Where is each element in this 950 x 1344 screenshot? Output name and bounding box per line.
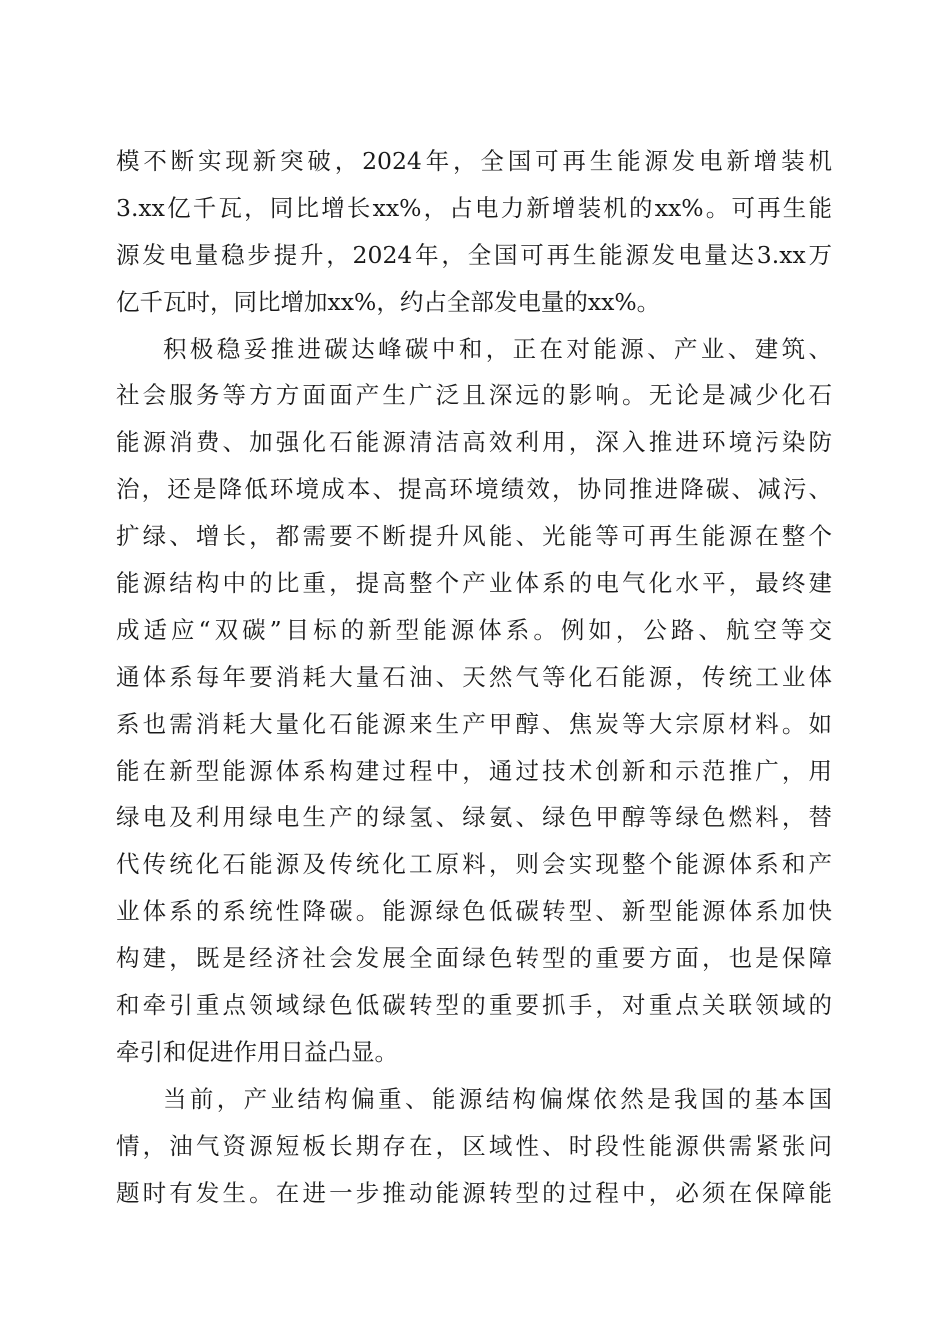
text-line: 源发电量稳步提升，2024年，全国可再生能源发电量达3.xx万 [116,240,832,269]
text-line: 成适应“双碳”目标的新型能源体系。例如，公路、航空等交 [116,615,832,644]
paragraph-2 [116,326,832,1076]
document-body [116,138,832,1216]
text-line: 能在新型能源体系构建过程中，通过技术创新和示范推广，用 [116,756,832,785]
text-line: 能源消费、加强化石能源清洁高效利用，深入推进环境污染防 [116,428,832,457]
text-line: 业体系的系统性降碳。能源绿色低碳转型、新型能源体系加快 [116,897,832,926]
text-line: 扩绿、增长，都需要不断提升风能、光能等可再生能源在整个 [116,522,832,551]
text-line: 能源结构中的比重，提高整个产业体系的电气化水平，最终建 [116,569,832,598]
text-line: 治，还是降低环境成本、提高环境绩效，协同推进降碳、减污、 [116,475,832,504]
text-line: 模不断实现新突破，2024年，全国可再生能源发电新增装机 [116,147,832,175]
text-line: 和牵引重点领域绿色低碳转型的重要抓手，对重点关联领域的 [116,991,832,1020]
text-line: 牵引和促进作用日益凸显。 [116,1037,398,1066]
paragraph-3 [116,1076,832,1217]
text-line: 情，油气资源短板长期存在，区域性、时段性能源供需紧张问 [116,1131,832,1160]
text-line: 绿电及利用绿电生产的绿氢、绿氨、绿色甲醇等绿色燃料，替 [116,803,832,832]
text-line: 题时有发生。在进一步推动能源转型的过程中，必须在保障能 [116,1178,832,1207]
text-line: 代传统化石能源及传统化工原料，则会实现整个能源体系和产 [116,850,832,879]
text-line: 系也需消耗大量化石能源来生产甲醇、焦炭等大宗原材料。如 [116,709,832,738]
text-line: 当前，产业结构偏重、能源结构偏煤依然是我国的基本国 [163,1084,832,1113]
text-line: 通体系每年要消耗大量石油、天然气等化石能源，传统工业体 [116,662,832,691]
text-line: 构建，既是经济社会发展全面绿色转型的重要方面，也是保障 [116,944,832,973]
text-line: 亿千瓦时，同比增加xx%，约占全部发电量的xx%。 [116,287,661,316]
text-line: 积极稳妥推进碳达峰碳中和，正在对能源、产业、建筑、 [163,334,832,363]
paragraph-1 [116,138,832,326]
text-line: 社会服务等方方面面产生广泛且深远的影响。无论是减少化石 [116,381,832,410]
text-line: 3.xx亿千瓦，同比增长xx%，占电力新增装机的xx%。可再生能 [116,193,832,222]
